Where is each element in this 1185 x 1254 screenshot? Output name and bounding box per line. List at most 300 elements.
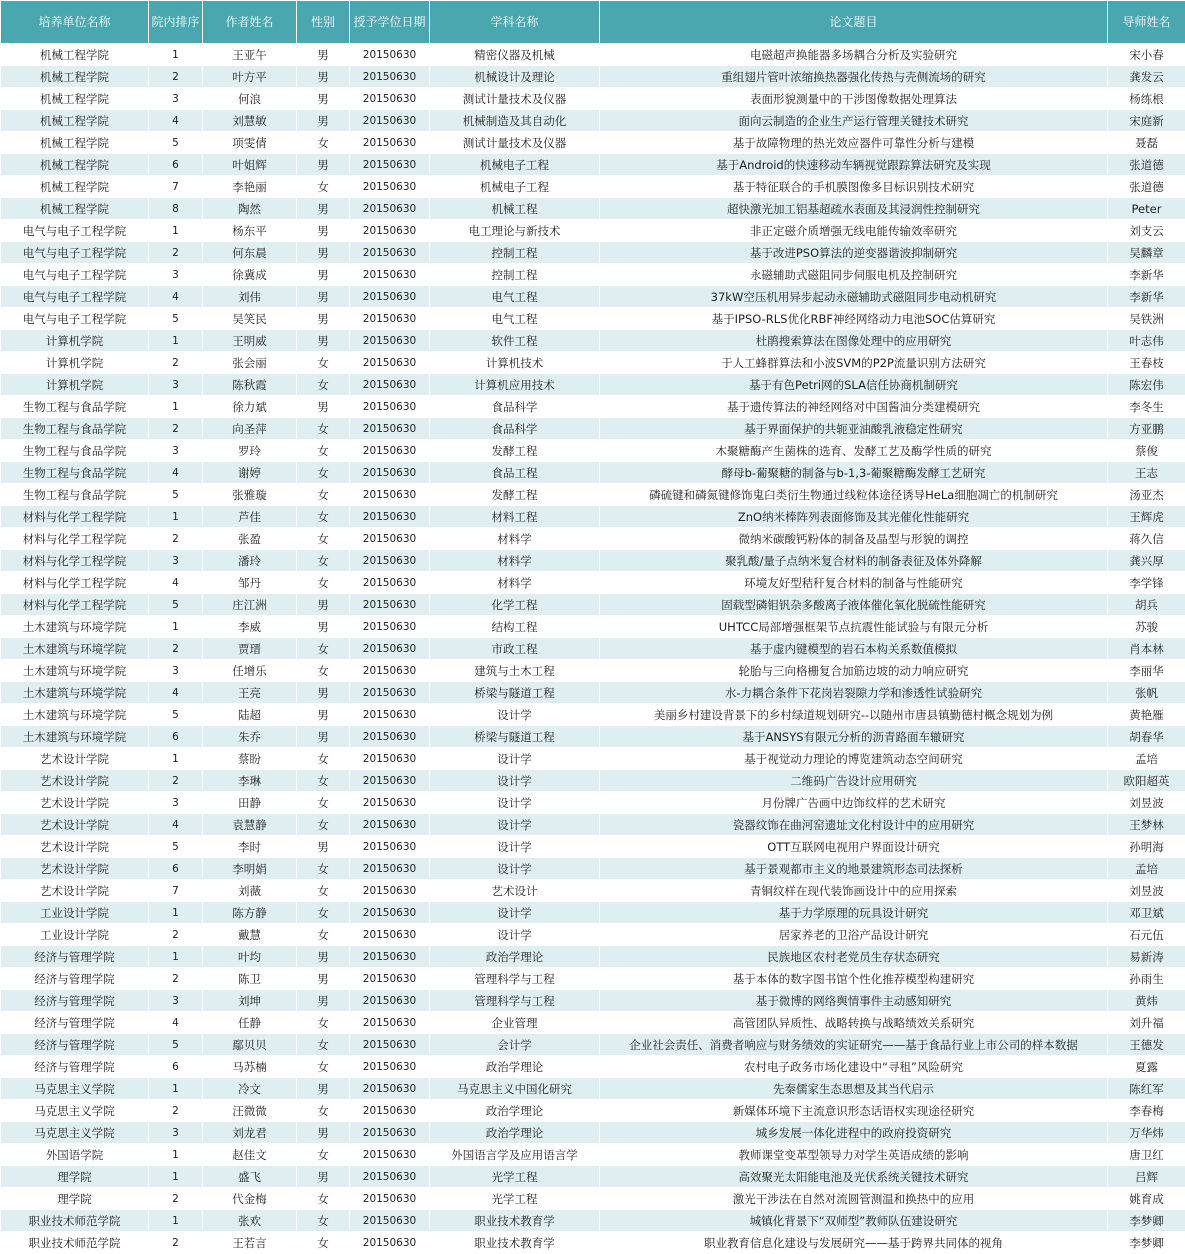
cell-gender: 男 xyxy=(297,242,350,264)
cell-gender: 男 xyxy=(297,594,350,616)
cell-title: 基于IPSO-RLS优化RBF神经网络动力电池SOC估算研究 xyxy=(600,308,1108,330)
cell-author: 田静 xyxy=(203,792,297,814)
cell-discipline: 企业管理 xyxy=(430,1012,600,1034)
cell-advisor: 聂磊 xyxy=(1108,132,1185,154)
cell-unit: 职业技术师范学院 xyxy=(1,1232,149,1254)
cell-author: 吴笑民 xyxy=(203,308,297,330)
cell-author: 代金梅 xyxy=(203,1188,297,1210)
cell-title: 基于界面保护的共轭亚油酸乳液稳定性研究 xyxy=(600,418,1108,440)
cell-rank: 5 xyxy=(149,484,203,506)
cell-unit: 计算机学院 xyxy=(1,352,149,374)
cell-rank: 2 xyxy=(149,1100,203,1122)
cell-date: 20150630 xyxy=(350,1188,430,1210)
cell-title: 基于改进PSO算法的逆变器谐波抑制研究 xyxy=(600,242,1108,264)
cell-unit: 机械工程学院 xyxy=(1,110,149,132)
cell-advisor: 万华炜 xyxy=(1108,1122,1185,1144)
cell-gender: 男 xyxy=(297,44,350,66)
cell-author: 袁慧静 xyxy=(203,814,297,836)
table-row xyxy=(1,572,1185,594)
cell-discipline: 软件工程 xyxy=(430,330,600,352)
cell-title: 磷硫键和磷氮键修饰鬼臼类衍生物通过线粒体途径诱导HeLa细胞凋亡的机制研究 xyxy=(600,484,1108,506)
cell-advisor: 吴铁洲 xyxy=(1108,308,1185,330)
cell-rank: 2 xyxy=(149,770,203,792)
cell-rank: 8 xyxy=(149,198,203,220)
cell-author: 王若言 xyxy=(203,1232,297,1254)
cell-date: 20150630 xyxy=(350,264,430,286)
col-header-discipline[interactable]: 学科名称 xyxy=(430,1,600,44)
cell-unit: 理学院 xyxy=(1,1188,149,1210)
cell-author: 叶均 xyxy=(203,946,297,968)
cell-author: 项雯倩 xyxy=(203,132,297,154)
cell-advisor: 黄炜 xyxy=(1108,990,1185,1012)
cell-rank: 5 xyxy=(149,308,203,330)
table-row xyxy=(1,682,1185,704)
cell-discipline: 马克思主义中国化研究 xyxy=(430,1078,600,1100)
cell-title: 基于虚内键模型的岩石本构关系数值模拟 xyxy=(600,638,1108,660)
cell-rank: 4 xyxy=(149,682,203,704)
cell-gender: 女 xyxy=(297,1144,350,1166)
cell-advisor: 王德发 xyxy=(1108,1034,1185,1056)
table-row xyxy=(1,1100,1185,1122)
cell-rank: 5 xyxy=(149,594,203,616)
cell-author: 张会丽 xyxy=(203,352,297,374)
cell-unit: 生物工程与食品学院 xyxy=(1,396,149,418)
cell-author: 徐力斌 xyxy=(203,396,297,418)
cell-gender: 女 xyxy=(297,1034,350,1056)
cell-gender: 女 xyxy=(297,1232,350,1254)
table-row xyxy=(1,814,1185,836)
cell-advisor: 刘升福 xyxy=(1108,1012,1185,1034)
cell-rank: 5 xyxy=(149,132,203,154)
table-row xyxy=(1,220,1185,242)
cell-unit: 电气与电子工程学院 xyxy=(1,308,149,330)
cell-rank: 3 xyxy=(149,990,203,1012)
cell-date: 20150630 xyxy=(350,1210,430,1232)
cell-author: 任静 xyxy=(203,1012,297,1034)
table-row xyxy=(1,1012,1185,1034)
table-row xyxy=(1,990,1185,1012)
cell-unit: 土木建筑与环境学院 xyxy=(1,682,149,704)
table-row xyxy=(1,946,1185,968)
cell-title: 固载型磷钼钒杂多酸离子液体催化氧化脱硫性能研究 xyxy=(600,594,1108,616)
cell-unit: 土木建筑与环境学院 xyxy=(1,704,149,726)
col-header-advisor[interactable]: 导师姓名 xyxy=(1108,1,1185,44)
cell-rank: 5 xyxy=(149,836,203,858)
cell-date: 20150630 xyxy=(350,110,430,132)
cell-date: 20150630 xyxy=(350,462,430,484)
cell-author: 叶姐辉 xyxy=(203,154,297,176)
table-row xyxy=(1,154,1185,176)
cell-date: 20150630 xyxy=(350,638,430,660)
cell-rank: 2 xyxy=(149,66,203,88)
cell-advisor: 王春枝 xyxy=(1108,352,1185,374)
cell-rank: 2 xyxy=(149,924,203,946)
cell-date: 20150630 xyxy=(350,770,430,792)
cell-gender: 女 xyxy=(297,902,350,924)
cell-advisor: 刘昱波 xyxy=(1108,880,1185,902)
table-row xyxy=(1,484,1185,506)
cell-rank: 6 xyxy=(149,1056,203,1078)
cell-discipline: 电工理论与新技术 xyxy=(430,220,600,242)
cell-advisor: 石元伍 xyxy=(1108,924,1185,946)
cell-date: 20150630 xyxy=(350,946,430,968)
cell-author: 庄江洲 xyxy=(203,594,297,616)
cell-title: 高效聚光太阳能电池及光伏系统关键技术研究 xyxy=(600,1166,1108,1188)
cell-gender: 女 xyxy=(297,528,350,550)
table-row xyxy=(1,132,1185,154)
cell-discipline: 发酵工程 xyxy=(430,484,600,506)
cell-discipline: 设计学 xyxy=(430,858,600,880)
cell-title: 电磁超声换能器多场耦合分析及实验研究 xyxy=(600,44,1108,66)
cell-discipline: 机械设计及理论 xyxy=(430,66,600,88)
cell-date: 20150630 xyxy=(350,902,430,924)
cell-advisor: 胡兵 xyxy=(1108,594,1185,616)
cell-advisor: 孙明海 xyxy=(1108,836,1185,858)
cell-unit: 生物工程与食品学院 xyxy=(1,462,149,484)
cell-advisor: 吕辉 xyxy=(1108,1166,1185,1188)
cell-advisor: 孟培 xyxy=(1108,748,1185,770)
col-header-author[interactable]: 作者姓名 xyxy=(203,1,297,44)
cell-gender: 男 xyxy=(297,1166,350,1188)
cell-unit: 艺术设计学院 xyxy=(1,880,149,902)
cell-advisor: 蒋久信 xyxy=(1108,528,1185,550)
cell-advisor: 叶志伟 xyxy=(1108,330,1185,352)
cell-title: 酵母b-葡聚糖的制备与b-1,3-葡聚糖酶发酵工艺研究 xyxy=(600,462,1108,484)
col-header-date[interactable]: 授予学位日期 xyxy=(350,1,430,44)
table-row xyxy=(1,550,1185,572)
cell-unit: 经济与管理学院 xyxy=(1,1034,149,1056)
cell-rank: 1 xyxy=(149,1210,203,1232)
col-header-gender[interactable]: 性别 xyxy=(297,1,350,44)
cell-rank: 1 xyxy=(149,44,203,66)
cell-discipline: 精密仪器及机械 xyxy=(430,44,600,66)
cell-discipline: 会计学 xyxy=(430,1034,600,1056)
cell-discipline: 政治学理论 xyxy=(430,1122,600,1144)
cell-title: 城镇化背景下“双师型”教师队伍建设研究 xyxy=(600,1210,1108,1232)
cell-unit: 土木建筑与环境学院 xyxy=(1,638,149,660)
cell-author: 任增乐 xyxy=(203,660,297,682)
cell-gender: 女 xyxy=(297,814,350,836)
cell-unit: 机械工程学院 xyxy=(1,44,149,66)
cell-gender: 女 xyxy=(297,1210,350,1232)
cell-date: 20150630 xyxy=(350,374,430,396)
cell-author: 刘坤 xyxy=(203,990,297,1012)
cell-date: 20150630 xyxy=(350,506,430,528)
cell-discipline: 设计学 xyxy=(430,902,600,924)
cell-title: 基于故障物理的热光效应器件可靠性分析与建模 xyxy=(600,132,1108,154)
cell-rank: 3 xyxy=(149,1122,203,1144)
cell-title: 木聚糖酶产生菌株的选育、发酵工艺及酶学性质的研究 xyxy=(600,440,1108,462)
table-row xyxy=(1,330,1185,352)
cell-title: 职业教育信息化建设与发展研究——基于跨界共同体的视角 xyxy=(600,1232,1108,1254)
table-row xyxy=(1,770,1185,792)
table-row xyxy=(1,1166,1185,1188)
table-row xyxy=(1,462,1185,484)
cell-author: 汪微微 xyxy=(203,1100,297,1122)
cell-author: 罗玲 xyxy=(203,440,297,462)
cell-rank: 3 xyxy=(149,440,203,462)
cell-title: 杜鹃搜索算法在图像处理中的应用研究 xyxy=(600,330,1108,352)
col-header-title[interactable]: 论文题目 xyxy=(600,1,1108,44)
cell-gender: 男 xyxy=(297,704,350,726)
cell-discipline: 市政工程 xyxy=(430,638,600,660)
cell-date: 20150630 xyxy=(350,748,430,770)
cell-unit: 外国语学院 xyxy=(1,1144,149,1166)
cell-title: 重组翅片管叶浓缩换热器强化传热与壳侧流场的研究 xyxy=(600,66,1108,88)
cell-rank: 4 xyxy=(149,462,203,484)
cell-rank: 2 xyxy=(149,638,203,660)
cell-author: 李艳丽 xyxy=(203,176,297,198)
col-header-unit[interactable]: 培养单位名称 xyxy=(1,1,149,44)
cell-discipline: 材料学 xyxy=(430,528,600,550)
cell-rank: 6 xyxy=(149,726,203,748)
cell-unit: 土木建筑与环境学院 xyxy=(1,726,149,748)
cell-gender: 男 xyxy=(297,968,350,990)
cell-advisor: 刘昱波 xyxy=(1108,792,1185,814)
cell-discipline: 机械电子工程 xyxy=(430,154,600,176)
cell-discipline: 控制工程 xyxy=(430,242,600,264)
cell-discipline: 设计学 xyxy=(430,814,600,836)
cell-gender: 男 xyxy=(297,88,350,110)
cell-title: OTT互联网电视用户界面设计研究 xyxy=(600,836,1108,858)
cell-discipline: 设计学 xyxy=(430,748,600,770)
cell-unit: 材料与化学工程学院 xyxy=(1,506,149,528)
cell-title: 高管团队异质性、战略转换与战略绩效关系研究 xyxy=(600,1012,1108,1034)
cell-date: 20150630 xyxy=(350,198,430,220)
cell-discipline: 职业技术教育学 xyxy=(430,1232,600,1254)
cell-unit: 电气与电子工程学院 xyxy=(1,220,149,242)
cell-discipline: 计算机技术 xyxy=(430,352,600,374)
cell-title: 面向云制造的企业生产运行管理关键技术研究 xyxy=(600,110,1108,132)
cell-gender: 男 xyxy=(297,264,350,286)
cell-title: 基于视觉动力理论的博览建筑动态空间研究 xyxy=(600,748,1108,770)
table-row xyxy=(1,836,1185,858)
cell-title: 教师课堂变革型领导力对学生英语成绩的影响 xyxy=(600,1144,1108,1166)
cell-discipline: 材料工程 xyxy=(430,506,600,528)
cell-title: 基于有色Petri网的SLA信任协商机制研究 xyxy=(600,374,1108,396)
cell-date: 20150630 xyxy=(350,924,430,946)
cell-discipline: 设计学 xyxy=(430,924,600,946)
cell-title: 微纳米碳酸钙粉体的制备及晶型与形貌的调控 xyxy=(600,528,1108,550)
cell-author: 向圣萍 xyxy=(203,418,297,440)
cell-advisor: 吴麟章 xyxy=(1108,242,1185,264)
cell-advisor: 汤亚杰 xyxy=(1108,484,1185,506)
cell-discipline: 材料学 xyxy=(430,550,600,572)
cell-title: 青铜纹样在现代装饰画设计中的应用探索 xyxy=(600,880,1108,902)
cell-rank: 1 xyxy=(149,1166,203,1188)
cell-date: 20150630 xyxy=(350,550,430,572)
table-body xyxy=(1,44,1185,1254)
cell-date: 20150630 xyxy=(350,1100,430,1122)
cell-advisor: 李新华 xyxy=(1108,286,1185,308)
cell-advisor: 宋小春 xyxy=(1108,44,1185,66)
table-row xyxy=(1,506,1185,528)
cell-title: 基于本体的数字图书馆个性化推荐模型构建研究 xyxy=(600,968,1108,990)
cell-author: 徐冀成 xyxy=(203,264,297,286)
cell-gender: 女 xyxy=(297,462,350,484)
cell-discipline: 桥梁与隧道工程 xyxy=(430,726,600,748)
table-row xyxy=(1,66,1185,88)
cell-gender: 女 xyxy=(297,792,350,814)
cell-advisor: 姚育成 xyxy=(1108,1188,1185,1210)
cell-gender: 男 xyxy=(297,330,350,352)
cell-date: 20150630 xyxy=(350,594,430,616)
cell-date: 20150630 xyxy=(350,528,430,550)
table-row xyxy=(1,704,1185,726)
cell-advisor: 李冬生 xyxy=(1108,396,1185,418)
cell-discipline: 化学工程 xyxy=(430,594,600,616)
cell-date: 20150630 xyxy=(350,858,430,880)
cell-unit: 艺术设计学院 xyxy=(1,792,149,814)
cell-unit: 马克思主义学院 xyxy=(1,1078,149,1100)
cell-unit: 工业设计学院 xyxy=(1,902,149,924)
table-row xyxy=(1,638,1185,660)
cell-discipline: 计算机应用技术 xyxy=(430,374,600,396)
table-row xyxy=(1,110,1185,132)
cell-rank: 4 xyxy=(149,286,203,308)
cell-discipline: 职业技术教育学 xyxy=(430,1210,600,1232)
cell-title: 超快激光加工铝基超疏水表面及其浸润性控制研究 xyxy=(600,198,1108,220)
cell-title: 瓷器纹饰在曲河窑遗址文化村设计中的应用研究 xyxy=(600,814,1108,836)
table-row xyxy=(1,1210,1185,1232)
cell-discipline: 食品工程 xyxy=(430,462,600,484)
table-row xyxy=(1,198,1185,220)
cell-gender: 女 xyxy=(297,506,350,528)
cell-date: 20150630 xyxy=(350,1056,430,1078)
cell-date: 20150630 xyxy=(350,660,430,682)
cell-author: 张盈 xyxy=(203,528,297,550)
cell-gender: 女 xyxy=(297,638,350,660)
cell-discipline: 光学工程 xyxy=(430,1188,600,1210)
cell-discipline: 结构工程 xyxy=(430,616,600,638)
cell-title: 基于ANSYS有限元分析的沥青路面车辙研究 xyxy=(600,726,1108,748)
cell-gender: 男 xyxy=(297,220,350,242)
cell-date: 20150630 xyxy=(350,396,430,418)
cell-advisor: 龚兴厚 xyxy=(1108,550,1185,572)
cell-advisor: 欧阳超英 xyxy=(1108,770,1185,792)
cell-rank: 1 xyxy=(149,1144,203,1166)
cell-rank: 1 xyxy=(149,1078,203,1100)
cell-gender: 女 xyxy=(297,132,350,154)
cell-discipline: 机械制造及其自动化 xyxy=(430,110,600,132)
cell-author: 陆超 xyxy=(203,704,297,726)
cell-author: 张雅璇 xyxy=(203,484,297,506)
cell-unit: 材料与化学工程学院 xyxy=(1,572,149,594)
cell-author: 盛飞 xyxy=(203,1166,297,1188)
cell-author: 王亮 xyxy=(203,682,297,704)
cell-advisor: 陈宏伟 xyxy=(1108,374,1185,396)
cell-rank: 1 xyxy=(149,748,203,770)
cell-author: 王亚午 xyxy=(203,44,297,66)
cell-date: 20150630 xyxy=(350,308,430,330)
cell-discipline: 食品科学 xyxy=(430,396,600,418)
cell-advisor: 李丽华 xyxy=(1108,660,1185,682)
cell-date: 20150630 xyxy=(350,792,430,814)
col-header-rank[interactable]: 院内排序 xyxy=(149,1,203,44)
cell-unit: 土木建筑与环境学院 xyxy=(1,616,149,638)
cell-date: 20150630 xyxy=(350,1012,430,1034)
cell-advisor: 孙雨生 xyxy=(1108,968,1185,990)
cell-gender: 男 xyxy=(297,616,350,638)
cell-unit: 土木建筑与环境学院 xyxy=(1,660,149,682)
cell-author: 李琳 xyxy=(203,770,297,792)
cell-title: 基于特征联合的手机膜图像多目标识别技术研究 xyxy=(600,176,1108,198)
cell-title: 城乡发展一体化进程中的政府投资研究 xyxy=(600,1122,1108,1144)
cell-advisor: 陈红军 xyxy=(1108,1078,1185,1100)
cell-author: 张欢 xyxy=(203,1210,297,1232)
cell-advisor: 李春梅 xyxy=(1108,1100,1185,1122)
cell-title: 非正定磁介质增强无线电能传输效率研究 xyxy=(600,220,1108,242)
cell-title: 激光干涉法在自然对流圆管测温和换热中的应用 xyxy=(600,1188,1108,1210)
cell-unit: 艺术设计学院 xyxy=(1,814,149,836)
cell-discipline: 管理科学与工程 xyxy=(430,968,600,990)
cell-gender: 女 xyxy=(297,484,350,506)
cell-rank: 5 xyxy=(149,704,203,726)
cell-gender: 女 xyxy=(297,770,350,792)
cell-rank: 2 xyxy=(149,418,203,440)
cell-rank: 3 xyxy=(149,374,203,396)
cell-unit: 经济与管理学院 xyxy=(1,1012,149,1034)
cell-gender: 男 xyxy=(297,66,350,88)
cell-author: 潘玲 xyxy=(203,550,297,572)
cell-author: 陈卫 xyxy=(203,968,297,990)
cell-gender: 女 xyxy=(297,1012,350,1034)
cell-unit: 生物工程与食品学院 xyxy=(1,484,149,506)
cell-date: 20150630 xyxy=(350,814,430,836)
cell-date: 20150630 xyxy=(350,286,430,308)
table-row xyxy=(1,924,1185,946)
cell-rank: 2 xyxy=(149,352,203,374)
cell-title: 月份牌广告画中边饰纹样的艺术研究 xyxy=(600,792,1108,814)
cell-unit: 马克思主义学院 xyxy=(1,1122,149,1144)
cell-author: 谢婷 xyxy=(203,462,297,484)
cell-author: 刘伟 xyxy=(203,286,297,308)
cell-rank: 3 xyxy=(149,792,203,814)
cell-gender: 女 xyxy=(297,1056,350,1078)
cell-discipline: 测试计量技术及仪器 xyxy=(430,88,600,110)
cell-gender: 男 xyxy=(297,110,350,132)
table-row xyxy=(1,880,1185,902)
table-row xyxy=(1,660,1185,682)
cell-date: 20150630 xyxy=(350,704,430,726)
cell-author: 刘龙君 xyxy=(203,1122,297,1144)
cell-unit: 生物工程与食品学院 xyxy=(1,440,149,462)
cell-author: 李威 xyxy=(203,616,297,638)
cell-discipline: 发酵工程 xyxy=(430,440,600,462)
cell-unit: 经济与管理学院 xyxy=(1,1056,149,1078)
cell-date: 20150630 xyxy=(350,1166,430,1188)
cell-date: 20150630 xyxy=(350,1034,430,1056)
cell-rank: 1 xyxy=(149,396,203,418)
cell-advisor: 张帆 xyxy=(1108,682,1185,704)
cell-date: 20150630 xyxy=(350,440,430,462)
table-row xyxy=(1,264,1185,286)
cell-gender: 女 xyxy=(297,748,350,770)
cell-title: UHTCC局部增强框架节点抗震性能试验与有限元分析 xyxy=(600,616,1108,638)
table-row xyxy=(1,1188,1185,1210)
cell-date: 20150630 xyxy=(350,418,430,440)
cell-unit: 职业技术师范学院 xyxy=(1,1210,149,1232)
table-row xyxy=(1,902,1185,924)
cell-title: 聚乳酸/量子点纳米复合材料的制备表征及体外降解 xyxy=(600,550,1108,572)
table-row xyxy=(1,1144,1185,1166)
cell-unit: 计算机学院 xyxy=(1,330,149,352)
cell-author: 冷文 xyxy=(203,1078,297,1100)
cell-unit: 材料与化学工程学院 xyxy=(1,594,149,616)
cell-discipline: 政治学理论 xyxy=(430,946,600,968)
cell-advisor: 杨练根 xyxy=(1108,88,1185,110)
table-row xyxy=(1,352,1185,374)
